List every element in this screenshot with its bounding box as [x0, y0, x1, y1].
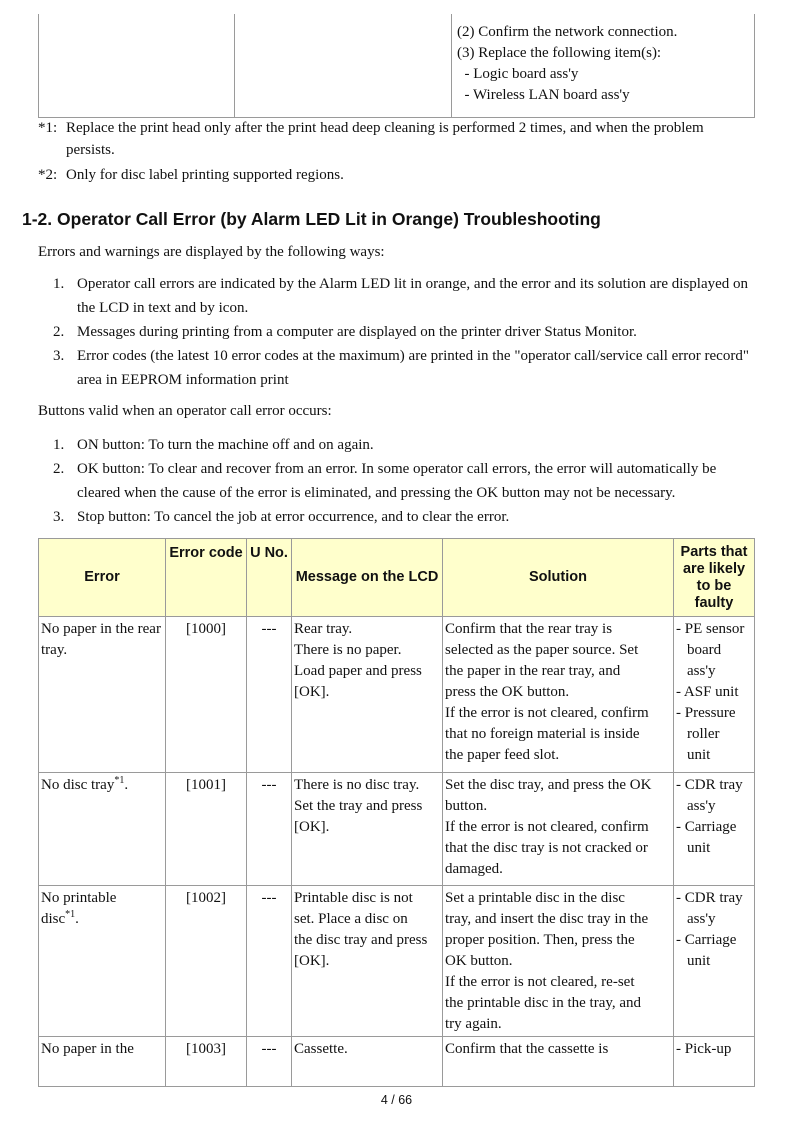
operator-call-error-table [38, 538, 755, 1087]
header-solution: Solution [443, 539, 674, 617]
error-name-tail: . [124, 777, 129, 793]
solution-cell: Set a printable disc in the disc tray, and insert the disc tray in the proper position. Then, press the OK button. If the error is not cleared, re-set the printable disc in the tray, and try again. [443, 886, 674, 1037]
part-line: ass'y [687, 798, 716, 814]
parts-cell [674, 773, 755, 886]
table-row [39, 617, 755, 773]
prev-solution-line: - Logic board ass'y [457, 66, 579, 82]
list-item [38, 505, 750, 529]
footnote-mark: *2: [38, 167, 58, 183]
error-cell [39, 617, 166, 773]
part-line: unit [687, 747, 711, 763]
part-line: - CDR tray [676, 890, 743, 906]
table-row [39, 886, 755, 1037]
header-parts: Parts that are likely to be faulty [674, 539, 755, 617]
table-row [39, 773, 755, 886]
previous-table-continuation [38, 14, 755, 118]
list-number: 3. [53, 348, 65, 364]
header-error-code: Error code [166, 539, 247, 617]
message-cell: Rear tray. There is no paper. Load paper and press [OK]. [292, 617, 443, 773]
list-item [38, 433, 750, 457]
buttons-intro: Buttons valid when an operator call error occurs: [38, 403, 332, 419]
u-no-cell: --- [247, 773, 292, 886]
part-line: ass'y [687, 911, 716, 927]
parts-cell [674, 886, 755, 1037]
prev-solution-line: (2) Confirm the network connection. [457, 24, 678, 40]
page-number: 4 / 66 [380, 1093, 413, 1107]
u-no-cell: --- [247, 886, 292, 1037]
footnote-1 [38, 117, 738, 158]
error-name: No printable disc [41, 890, 117, 927]
prev-solution-cell [452, 14, 755, 118]
list-number: 2. [53, 324, 65, 340]
part-line: unit [687, 953, 711, 969]
list-item [38, 457, 750, 505]
list-number: 2. [53, 461, 65, 477]
header-message: Message on the LCD [292, 539, 443, 617]
error-code-cell: [1001] [166, 773, 247, 886]
section-intro: Errors and warnings are displayed by the following ways: [38, 244, 385, 260]
header-error: Error [39, 539, 166, 617]
message-cell: There is no disc tray. Set the tray and press [OK]. [292, 773, 443, 886]
footnote-text: Replace the print head only after the print head deep cleaning is performed 2 times, and when the problem persists. [66, 120, 704, 158]
solution-cell: Confirm that the rear tray is selected as the paper source. Set the paper in the rear tray, and press the OK button. If the error is not cleared, confirm that no foreign material is inside the paper feed slot. [443, 617, 674, 773]
display-ways-list [38, 272, 750, 392]
prev-error-cell [39, 14, 235, 118]
part-line: - Carriage [676, 932, 737, 948]
prev-message-cell [235, 14, 452, 118]
error-cell [39, 886, 166, 1037]
list-text: ON button: To turn the machine off and on again. [77, 437, 374, 453]
error-name: No paper in the rear tray. [41, 621, 161, 658]
part-line: - PE sensor [676, 621, 745, 637]
error-code-cell: [1003] [166, 1037, 247, 1087]
list-text: Operator call errors are indicated by the Alarm LED lit in orange, and the error and its solution are displayed on the LCD in text and by icon. [77, 276, 749, 316]
error-cell [39, 1037, 166, 1087]
u-no-cell: --- [247, 1037, 292, 1087]
error-cell [39, 773, 166, 886]
footnote-mark: *1: [38, 120, 58, 136]
error-code-cell: [1002] [166, 886, 247, 1037]
list-item [38, 272, 750, 320]
footnote-ref: *1 [65, 909, 76, 920]
message-cell: Cassette. [292, 1037, 443, 1087]
list-item [38, 344, 750, 392]
header-u-no: U No. [247, 539, 292, 617]
list-number: 1. [53, 276, 65, 292]
list-number: 3. [53, 509, 65, 525]
footnote-2 [38, 164, 738, 186]
solution-cell: Set the disc tray, and press the OK button. If the error is not cleared, confirm that the disc tray is not cracked or damaged. [443, 773, 674, 886]
u-no-cell: --- [247, 617, 292, 773]
error-name: No paper in the [41, 1041, 134, 1057]
part-line: ass'y [687, 663, 716, 679]
solution-cell: Confirm that the cassette is [443, 1037, 674, 1087]
valid-buttons-list [38, 433, 750, 529]
part-line: unit [687, 840, 711, 856]
list-item [38, 320, 750, 344]
footnote-ref: *1 [114, 775, 125, 786]
prev-solution-line: - Wireless LAN board ass'y [457, 87, 630, 103]
section-heading: 1-2. Operator Call Error (by Alarm LED Lit in Orange) Troubleshooting [22, 209, 601, 229]
message-cell: Printable disc is not set. Place a disc on the disc tray and press [OK]. [292, 886, 443, 1037]
error-name-tail: . [75, 911, 79, 927]
list-number: 1. [53, 437, 65, 453]
list-text: Error codes (the latest 10 error codes at the maximum) are printed in the "operator call/service call error record" area in EEPROM information print [77, 348, 749, 388]
footnote-text: Only for disc label printing supported regions. [66, 167, 344, 183]
list-text: Messages during printing from a computer are displayed on the printer driver Status Monitor. [77, 324, 637, 340]
error-code-cell: [1000] [166, 617, 247, 773]
part-line: roller [687, 726, 720, 742]
prev-solution-line: (3) Replace the following item(s): [457, 45, 662, 61]
part-line: - ASF unit [676, 684, 739, 700]
part-line: - CDR tray [676, 777, 743, 793]
parts-cell [674, 1037, 755, 1087]
parts-cell [674, 617, 755, 773]
part-line: board [687, 642, 722, 658]
list-text: Stop button: To cancel the job at error occurrence, and to clear the error. [77, 509, 510, 525]
part-line: - Pick-up [676, 1041, 732, 1057]
part-line: - Carriage [676, 819, 737, 835]
table-row [39, 1037, 755, 1087]
part-line: - Pressure [676, 705, 736, 721]
error-name: No disc tray [41, 777, 115, 793]
list-text: OK button: To clear and recover from an error. In some operator call errors, the error will automatically be cleared when the cause of the error is eliminated, and pressing the OK button may not be necessary. [77, 461, 717, 501]
